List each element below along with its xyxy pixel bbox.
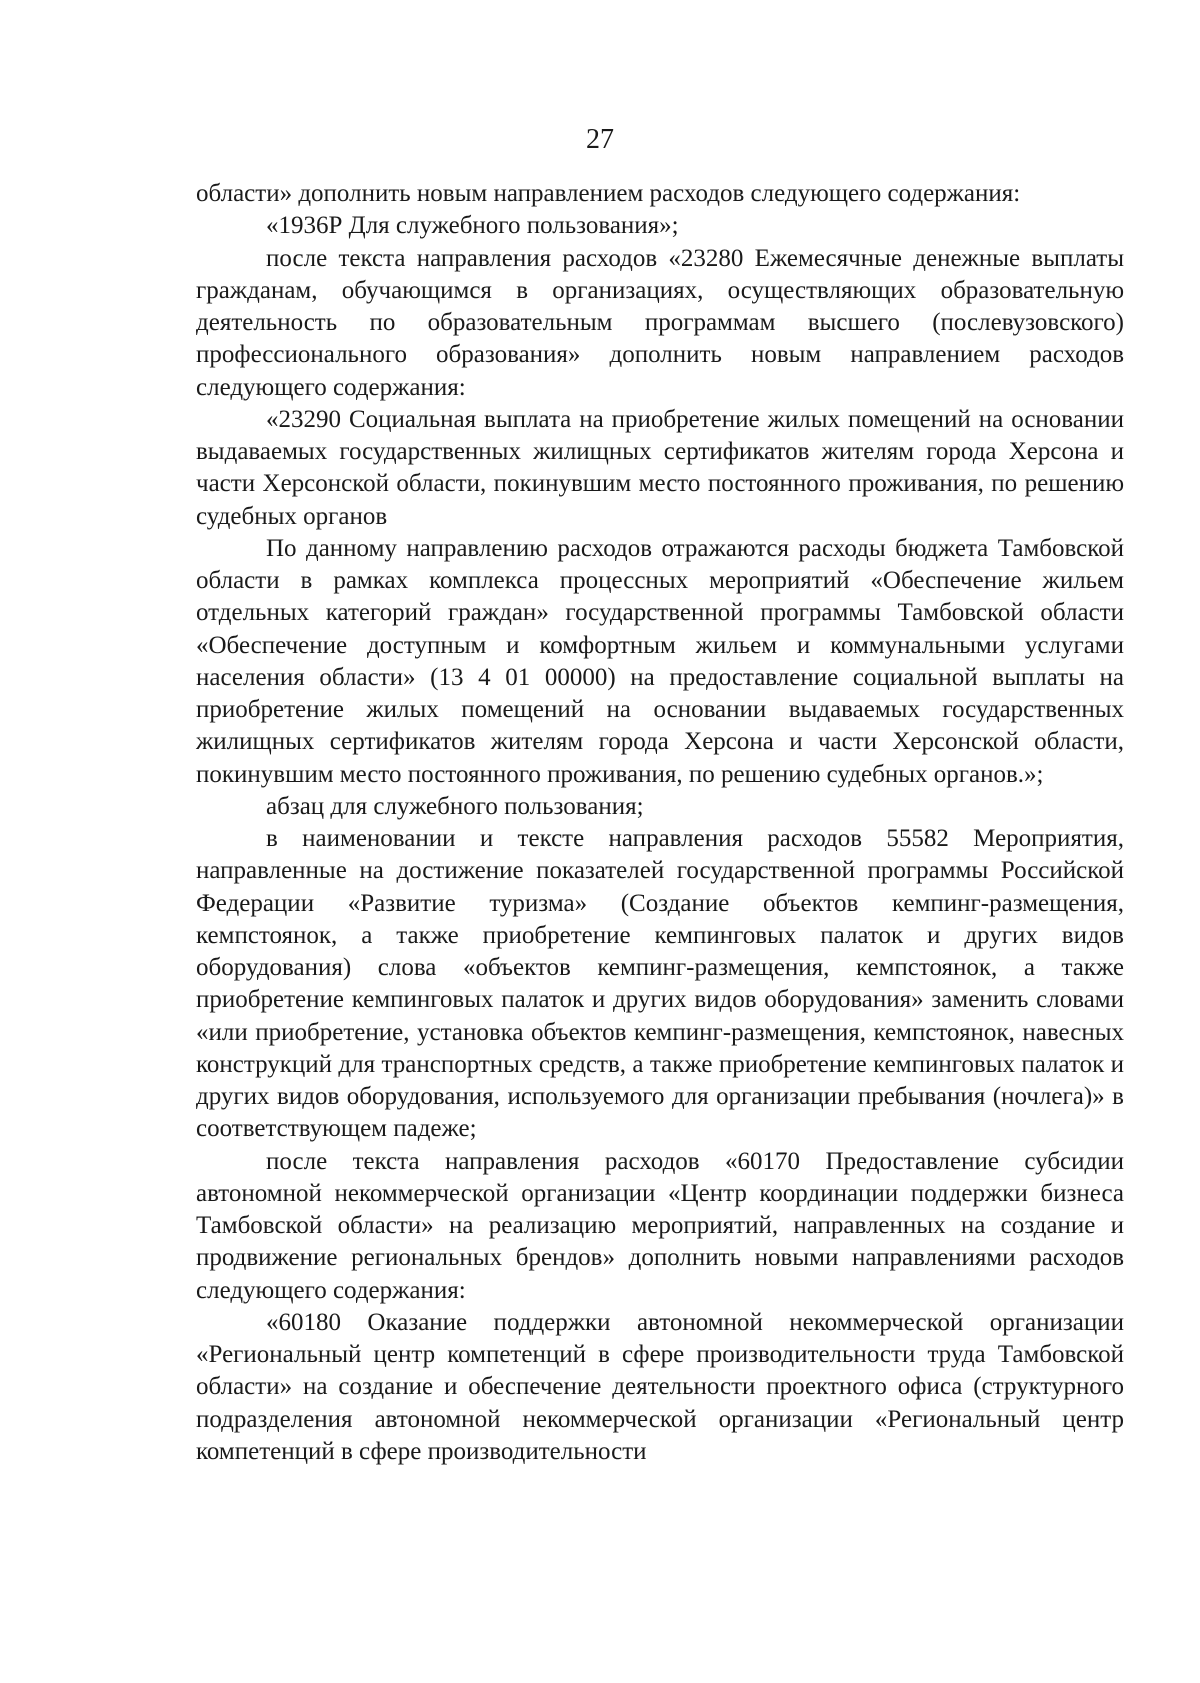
page-number: 27 [586,124,614,155]
paragraph-service-use: абзац для служебного пользования; [266,792,644,820]
paragraph-1936r: «1936Р Для служебного пользования»; [266,212,679,240]
paragraph-after-23280: после текста направления расходов «23280 Ежемесячные денежные выплаты гражданам, обучающимся в организациях, осуществляющих образовательную деятельность по образовательным программам высшего (послевузовского) профессионального образования» дополнить новым направлением расходов следующего содержания: [196,244,1124,401]
paragraph-23290-description: По данному направлению расходов отражаются расходы бюджета Тамбовской области в рамках комплекса процессных мероприятий «Обеспечение жильем отдельных категорий граждан» государственной программы Тамбовской области «Обеспечение доступным и комфортным жильем и коммунальными услугами населения области» (13 4 01 00000) на предоставление социальной выплаты на приобретение жилых помещений на основании выдаваемых государственных жилищных сертификатов жителям города Херсона и части Херсонской области, покинувшим место постоянного проживания, по решению судебных органов.»; [196,534,1124,788]
paragraph-55582: в наименовании и тексте направления расходов 55582 Мероприятия, направленные на достижение показателей государственной программы Российской Федерации «Развитие туризма» (Создание объектов кемпинг-размещения, кемпстоянок, а также приобретение кемпинговых палаток и других видов оборудования) слова «объектов кемпинг-размещения, кемпстоянок, а также приобретение кемпинговых палаток и других видов оборудования» заменить словами «или приобретение, установка объектов кемпинг-размещения, кемпстоянок, навесных конструкций для транспортных средств, а также приобретение кемпинговых палаток и других видов оборудования, используемого для организации пребывания (ночлега)» в соответствующем падеже; [196,825,1124,1143]
paragraph-23290-title: «23290 Социальная выплата на приобретение жилых помещений на основании выдаваемых государственных жилищных сертификатов жителям города Херсона и части Херсонской области, покинувшим место постоянного проживания, по решению судебных органов [196,405,1124,530]
paragraph-60180: «60180 Оказание поддержки автономной некоммерческой организации «Региональный центр компетенций в сфере производительности труда Тамбовской области» на создание и обеспечение деятельности проектного офиса (структурного подразделения автономной некоммерческой организации «Региональный центр компетенций в сфере производительности [196,1308,1124,1465]
paragraph-continuation: области» дополнить новым направлением расходов следующего содержания: [196,180,1021,207]
document-body [196,178,1124,1468]
paragraph-after-60170: после текста направления расходов «60170 Предоставление субсидии автономной некоммерческой организации «Центр координации поддержки бизнеса Тамбовской области» на реализацию мероприятий, направленных на создание и продвижение региональных брендов» дополнить новыми направлениями расходов следующего содержания: [196,1147,1124,1304]
